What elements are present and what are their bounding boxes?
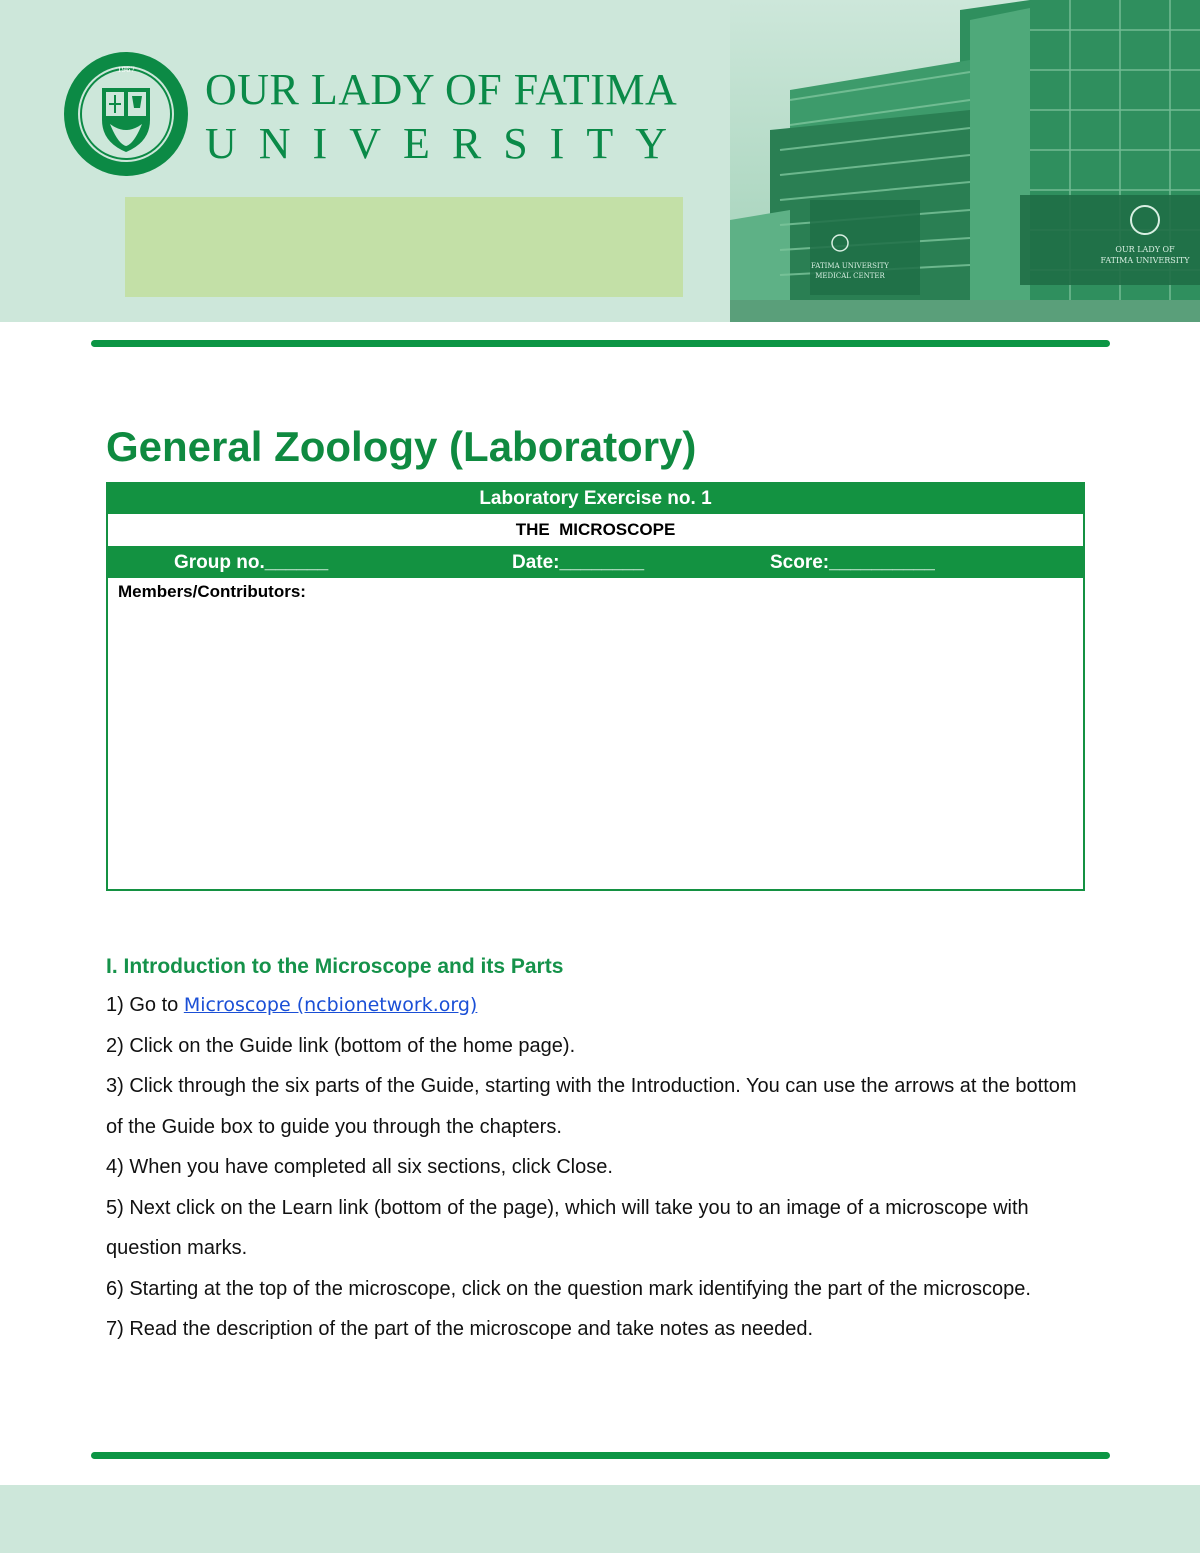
lab-info-table	[106, 482, 1085, 891]
microscope-link[interactable]: Microscope (ncbionetwork.org)	[183, 994, 478, 1016]
members-contributors-label: Members/Contributors:	[118, 582, 306, 601]
step-3: 3) Click through the six parts of the Guide, starting with the Introduction. You can use the arrows at the bottom of the Guide box to guide you through the chapters.	[106, 1075, 1077, 1138]
step-2: 2) Click on the Guide link (bottom of the home page).	[106, 1034, 576, 1057]
date-field[interactable]: Date:________	[512, 552, 645, 573]
step-5: 5) Next click on the Learn link (bottom of the page), which will take you to an image of a microscope with question marks.	[106, 1196, 1029, 1259]
step-6: 6) Starting at the top of the microscope, click on the question mark identifying the part of the microscope.	[106, 1277, 1031, 1300]
university-name-line2: UNIVERSITY	[205, 119, 689, 168]
university-name	[205, 65, 689, 168]
step-4: 4) When you have completed all six sections, click Close.	[106, 1156, 613, 1178]
fields-row	[108, 546, 1083, 578]
top-divider-rule	[91, 340, 1110, 347]
exercise-row	[108, 484, 1083, 514]
step-7: 7) Read the description of the part of the microscope and take notes as needed.	[106, 1318, 814, 1340]
university-name-line1: OUR LADY OF FATIMA	[205, 65, 678, 114]
svg-text:MEDICAL CENTER: MEDICAL CENTER	[815, 272, 885, 280]
bottom-divider-rule	[91, 1452, 1110, 1459]
header-banner	[0, 0, 1200, 322]
section-heading: I. Introduction to the Microscope and its Parts	[106, 955, 564, 978]
svg-text:1967: 1967	[117, 66, 135, 74]
footer-band	[0, 1485, 1200, 1553]
topic-row	[108, 514, 1083, 546]
page-title: General Zoology (Laboratory)	[106, 423, 697, 470]
score-field[interactable]: Score:__________	[770, 552, 935, 573]
svg-text:FATIMA UNIVERSITY: FATIMA UNIVERSITY	[811, 262, 889, 270]
university-seal-logo	[62, 50, 190, 178]
instructions-section	[106, 955, 1096, 1350]
exercise-label: Laboratory Exercise no. 1	[479, 488, 712, 509]
campus-building-image	[730, 0, 1200, 322]
banner-placeholder-box	[125, 197, 683, 297]
svg-text:OUR LADY OF: OUR LADY OF	[1115, 245, 1175, 254]
svg-text:FATIMA UNIVERSITY: FATIMA UNIVERSITY	[1100, 256, 1190, 265]
step-1-text: 1) Go to	[106, 994, 184, 1016]
step-1	[106, 985, 1096, 1026]
group-number-field[interactable]: Group no.______	[174, 552, 329, 573]
topic-label: THE MICROSCOPE	[515, 520, 676, 539]
